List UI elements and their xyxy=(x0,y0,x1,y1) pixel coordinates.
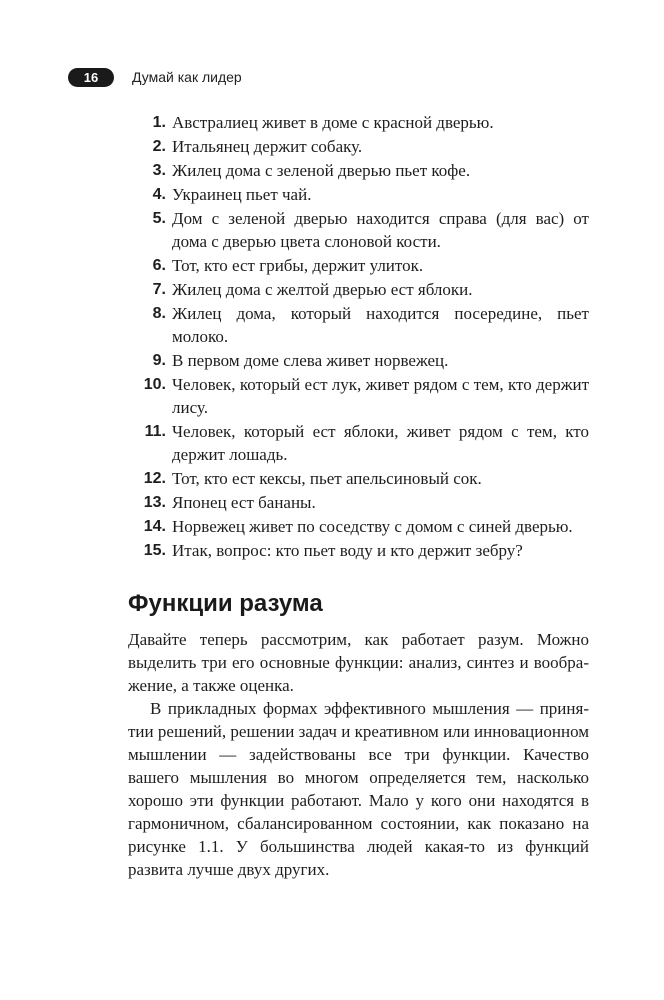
list-item-number: 13. xyxy=(143,494,166,511)
list-item xyxy=(129,254,589,277)
list-item xyxy=(129,207,589,253)
list-item-number: 3. xyxy=(152,162,166,179)
list-item-text: Австралиец живет в доме с красной дверью. xyxy=(172,113,494,132)
list-item xyxy=(129,420,589,466)
list-item-text: Итальянец держит собаку. xyxy=(172,137,363,156)
list-item-number: 10. xyxy=(143,376,166,393)
list-item-number: 5. xyxy=(152,210,166,227)
list-item xyxy=(129,183,589,206)
list-item-number: 11. xyxy=(144,423,166,440)
list-item xyxy=(129,135,589,158)
riddle-clue-list xyxy=(129,111,589,563)
list-item-number: 7. xyxy=(152,281,166,298)
list-item xyxy=(129,373,589,419)
section-heading: Функции разума xyxy=(128,590,323,617)
paragraph: Давайте теперь рассмотрим, как работает разум. Можно выделить три его основные функции: анализ, синтез и воображение, а также оценка. xyxy=(128,630,589,695)
list-item xyxy=(129,111,589,134)
list-item-number: 14. xyxy=(143,518,166,535)
list-item-number: 9. xyxy=(152,352,166,369)
list-item xyxy=(129,349,589,372)
list-item-text: Итак, вопрос: кто пьет воду и кто держит зебру? xyxy=(172,541,523,560)
list-item-number: 1. xyxy=(152,114,166,131)
list-item-number: 8. xyxy=(152,305,166,322)
page-number: 16 xyxy=(68,68,114,87)
list-item-text: В первом доме слева живет норвежец. xyxy=(172,351,449,370)
list-item xyxy=(129,278,589,301)
section-body xyxy=(128,628,589,881)
list-item-number: 6. xyxy=(152,257,166,274)
list-item-text: Жилец дома, который находится посередине, пьет молоко. xyxy=(172,304,589,346)
list-item-text: Японец ест бананы. xyxy=(172,493,316,512)
list-item-number: 12. xyxy=(143,470,166,487)
list-item-text: Дом с зеленой дверью находится справа (для вас) от дома с дверью цвета слоновой кости. xyxy=(172,209,589,251)
list-item-text: Жилец дома с зеленой дверью пьет кофе. xyxy=(172,161,471,180)
running-title: Думай как лидер xyxy=(132,69,242,85)
list-item-text: Жилец дома с желтой дверью ест яблоки. xyxy=(172,280,473,299)
list-item xyxy=(129,539,589,562)
list-item-number: 4. xyxy=(152,186,166,203)
page-header xyxy=(68,66,242,88)
list-item-number: 2. xyxy=(152,138,166,155)
list-item xyxy=(129,491,589,514)
list-item-text: Человек, который ест лук, живет рядом с тем, кто держит лису. xyxy=(172,375,589,417)
paragraph: В прикладных формах эффективного мышления — принятии решений, решении задач и креативном или инновационном мышлении — задействованы все три функции. Качество вашего мышления во многом определяется тем, насколько хорошо эти функции работают. Мало у кого они находятся в гармоничном, сбалансированном состоянии, как показано на рисунке 1.1. У большинства людей какая-то из функций развита лучше двух других. xyxy=(128,699,589,879)
list-item-text: Человек, который ест яблоки, живет рядом с тем, кто держит лошадь. xyxy=(172,422,589,464)
list-item xyxy=(129,515,589,538)
list-item-text: Тот, кто ест грибы, держит улиток. xyxy=(172,256,424,275)
list-item-text: Украинец пьет чай. xyxy=(172,185,312,204)
list-item xyxy=(129,159,589,182)
list-item-text: Тот, кто ест кексы, пьет апельсиновый сок. xyxy=(172,469,482,488)
list-item xyxy=(129,467,589,490)
list-item-number: 15. xyxy=(143,542,166,559)
list-item xyxy=(129,302,589,348)
list-item-text: Норвежец живет по соседству с домом с синей дверью. xyxy=(172,517,573,536)
